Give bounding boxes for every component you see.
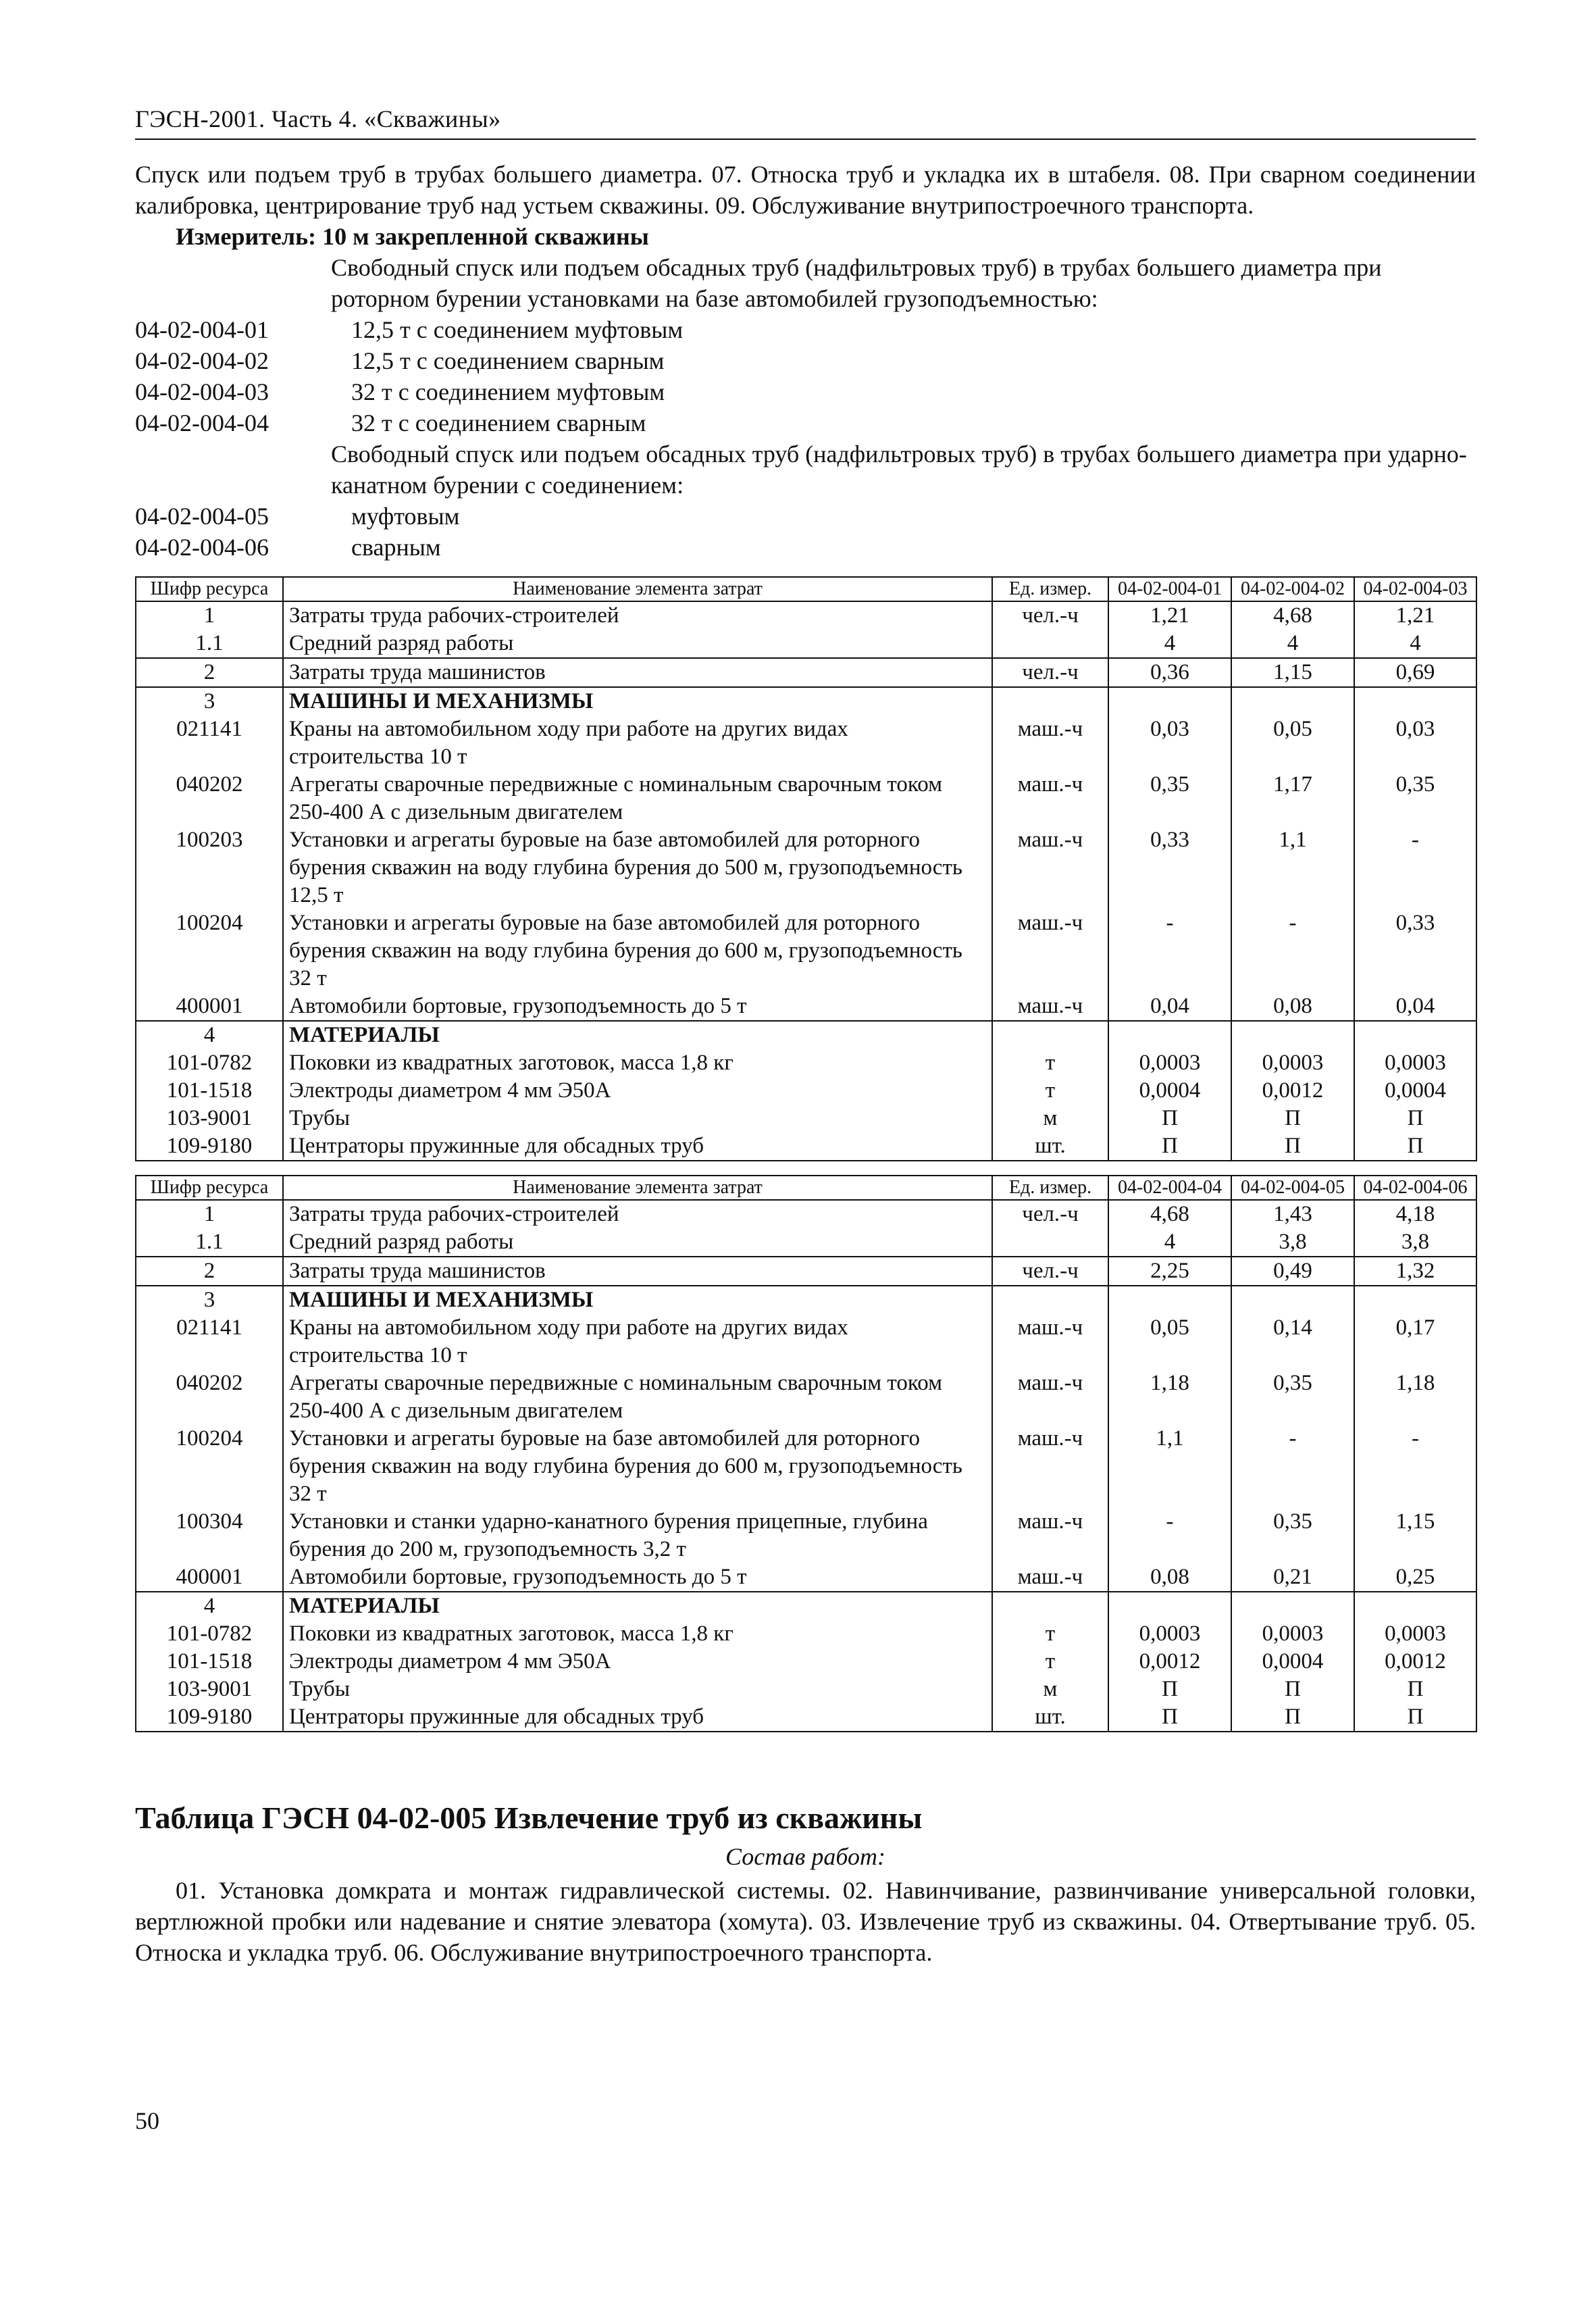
cell-cipher: 1.1 xyxy=(136,630,283,658)
table-row xyxy=(136,1105,1476,1132)
cell-unit: м xyxy=(992,1676,1108,1703)
cell-value: - xyxy=(1231,909,1354,992)
code-row xyxy=(135,314,1476,345)
cell-unit: шт. xyxy=(992,1132,1108,1161)
cell-value xyxy=(1354,687,1476,715)
cell-name: Установки и агрегаты буровые на базе автомобилей для роторного бурения скважин на воду глубина бурения до 500 м, грузоподъемность 12,5 т xyxy=(283,826,992,909)
cell-name: МАШИНЫ И МЕХАНИЗМЫ xyxy=(283,687,992,715)
cell-name: МАТЕРИАЛЫ xyxy=(283,1021,992,1049)
cell-value xyxy=(1108,1286,1231,1314)
cell-value: 4,68 xyxy=(1108,1200,1231,1228)
cell-value: 1,15 xyxy=(1231,658,1354,687)
cell-value: - xyxy=(1108,909,1231,992)
cell-cipher: 1 xyxy=(136,1200,283,1228)
code-number: 04-02-004-03 xyxy=(135,378,269,405)
cell-value: 2,25 xyxy=(1108,1257,1231,1286)
cell-unit: чел.-ч xyxy=(992,1200,1108,1228)
cell-value: П xyxy=(1231,1132,1354,1161)
cell-unit: м xyxy=(992,1105,1108,1132)
cell-cipher: 400001 xyxy=(136,992,283,1021)
section-text: 01. Установка домкрата и монтаж гидравлической системы. 02. Навинчивание, развинчивание универсальной головки, вертлюжной пробки или надевание и снятие элеватора (хомута). 03. Извлечение труб из скважины. 04. Отвертывание труб. 05. Относка и укладка труб. 06. Обслуживание внутрипостроечного транспорта. xyxy=(135,1877,1476,1966)
cell-unit xyxy=(992,1592,1108,1620)
cell-value: 1,21 xyxy=(1354,601,1476,630)
cell-unit: маш.-ч xyxy=(992,826,1108,909)
cell-name: Автомобили бортовые, грузоподъемность до 5 т xyxy=(283,1563,992,1592)
cell-value xyxy=(1108,687,1231,715)
table-row xyxy=(136,1200,1476,1228)
code-row xyxy=(135,407,1476,438)
cell-name: Установки и агрегаты буровые на базе автомобилей для роторного бурения скважин на воду глубина бурения до 600 м, грузоподъемность 32 т xyxy=(283,909,992,992)
cell-value: 0,0003 xyxy=(1108,1620,1231,1648)
table-row xyxy=(136,630,1476,658)
section-title: Таблица ГЭСН 04-02-005 Извлечение труб из скважины xyxy=(135,1801,923,1835)
table-row xyxy=(136,1257,1476,1286)
header-name: Наименование элемента затрат xyxy=(283,577,992,601)
cell-value: 0,36 xyxy=(1108,658,1231,687)
cell-value: - xyxy=(1231,1425,1354,1508)
cell-cipher: 100204 xyxy=(136,909,283,992)
cell-value: 1,17 xyxy=(1231,771,1354,826)
cell-value: 0,0004 xyxy=(1231,1648,1354,1676)
cell-name: Краны на автомобильном ходу при работе на других видах строительства 10 т xyxy=(283,1314,992,1369)
cell-unit: маш.-ч xyxy=(992,909,1108,992)
cell-cipher: 1 xyxy=(136,601,283,630)
cell-value: - xyxy=(1354,1425,1476,1508)
codes-group-heading: Свободный спуск или подъем обсадных труб (надфильтровых труб) в трубах большего диаметра при роторном бурении установками на базе автомобилей грузоподъемностью: xyxy=(331,254,1382,312)
cell-cipher: 101-1518 xyxy=(136,1077,283,1105)
cell-value: 0,35 xyxy=(1231,1369,1354,1425)
cell-name: Трубы xyxy=(283,1105,992,1132)
cell-cipher: 100304 xyxy=(136,1508,283,1563)
cell-cipher: 3 xyxy=(136,687,283,715)
table-row xyxy=(136,601,1476,630)
resource-table-1 xyxy=(135,576,1477,1161)
cell-value: 4 xyxy=(1108,630,1231,658)
header-name: Наименование элемента затрат xyxy=(283,1176,992,1200)
cell-name: Установки и станки ударно-канатного бурения прицепные, глубина бурения до 200 м, грузоподъемность 3,2 т xyxy=(283,1508,992,1563)
header-cipher: Шифр ресурса xyxy=(136,577,283,601)
cell-unit: маш.-ч xyxy=(992,1508,1108,1563)
cell-name: Электроды диаметром 4 мм Э50А xyxy=(283,1077,992,1105)
cell-value: 1,18 xyxy=(1354,1369,1476,1425)
cell-value: 0,35 xyxy=(1108,771,1231,826)
cell-value xyxy=(1231,1592,1354,1620)
cell-unit xyxy=(992,1021,1108,1049)
cell-cipher: 2 xyxy=(136,1257,283,1286)
cell-cipher: 040202 xyxy=(136,771,283,826)
cell-value: 4 xyxy=(1108,1228,1231,1257)
cell-name: Поковки из квадратных заготовок, масса 1,8 кг xyxy=(283,1620,992,1648)
cell-value: 0,33 xyxy=(1354,909,1476,992)
code-row xyxy=(135,345,1476,376)
code-row xyxy=(135,501,1476,532)
table-row xyxy=(136,771,1476,826)
cell-cipher: 100204 xyxy=(136,1425,283,1508)
codes-list xyxy=(135,252,1476,563)
code-description: 32 т с соединением муфтовым xyxy=(351,378,665,405)
cell-value: 0,05 xyxy=(1231,715,1354,771)
cell-name: Агрегаты сварочные передвижные с номинальным сварочным током 250-400 А с дизельным двигателем xyxy=(283,1369,992,1425)
cell-unit: маш.-ч xyxy=(992,992,1108,1021)
meter-line: Измеритель: 10 м закрепленной скважины xyxy=(176,223,649,250)
cell-unit: маш.-ч xyxy=(992,1314,1108,1369)
cell-value xyxy=(1231,1021,1354,1049)
table-row xyxy=(136,1676,1476,1703)
cell-value: П xyxy=(1354,1132,1476,1161)
cell-value: 1,32 xyxy=(1354,1257,1476,1286)
cell-value: 3,8 xyxy=(1231,1228,1354,1257)
cell-value: 1,18 xyxy=(1108,1369,1231,1425)
cell-name: Установки и агрегаты буровые на базе автомобилей для роторного бурения скважин на воду глубина бурения до 600 м, грузоподъемность 32 т xyxy=(283,1425,992,1508)
header-cipher: Шифр ресурса xyxy=(136,1176,283,1200)
cell-unit: маш.-ч xyxy=(992,1563,1108,1592)
cell-name: Центраторы пружинные для обсадных труб xyxy=(283,1703,992,1732)
table-row xyxy=(136,1563,1476,1592)
cell-name: Агрегаты сварочные передвижные с номинальным сварочным током 250-400 А с дизельным двигателем xyxy=(283,771,992,826)
table-row xyxy=(136,826,1476,909)
code-number: 04-02-004-01 xyxy=(135,316,269,343)
cell-name: Средний разряд работы xyxy=(283,1228,992,1257)
cell-value: 0,04 xyxy=(1354,992,1476,1021)
cell-cipher: 4 xyxy=(136,1592,283,1620)
cell-cipher: 040202 xyxy=(136,1369,283,1425)
table-row xyxy=(136,1369,1476,1425)
cell-cipher: 103-9001 xyxy=(136,1676,283,1703)
table-row xyxy=(136,1228,1476,1257)
cell-value: П xyxy=(1108,1132,1231,1161)
cell-value: 0,35 xyxy=(1354,771,1476,826)
cell-value: 1,1 xyxy=(1108,1425,1231,1508)
cell-name: МАШИНЫ И МЕХАНИЗМЫ xyxy=(283,1286,992,1314)
cell-unit: маш.-ч xyxy=(992,715,1108,771)
cell-value: 0,05 xyxy=(1108,1314,1231,1369)
table-row xyxy=(136,1620,1476,1648)
cell-cipher: 101-1518 xyxy=(136,1648,283,1676)
cell-value: 3,8 xyxy=(1354,1228,1476,1257)
cell-cipher: 103-9001 xyxy=(136,1105,283,1132)
header-code-col: 04-02-004-03 xyxy=(1354,577,1476,601)
cell-value: П xyxy=(1354,1703,1476,1732)
document-page xyxy=(135,105,1476,1968)
header-code-col: 04-02-004-04 xyxy=(1108,1176,1231,1200)
cell-value: 1,1 xyxy=(1231,826,1354,909)
table-row xyxy=(136,1286,1476,1314)
code-description: 12,5 т с соединением сварным xyxy=(351,347,665,374)
intro-paragraph: Спуск или подъем труб в трубах большего диаметра. 07. Относка труб и укладка их в штабеля. 08. При сварном соединении калибровка, центрирование труб над устьем скважины. 09. Обслуживание внутрипостроечного транспорта. xyxy=(135,161,1476,219)
header-code-col: 04-02-004-06 xyxy=(1354,1176,1476,1200)
code-row xyxy=(135,376,1476,407)
cell-value: 0,14 xyxy=(1231,1314,1354,1369)
cell-value: 4 xyxy=(1231,630,1354,658)
code-description: сварным xyxy=(351,534,441,561)
cell-name: Затраты труда машинистов xyxy=(283,1257,992,1286)
cell-cipher: 109-9180 xyxy=(136,1132,283,1161)
cell-name: Центраторы пружинные для обсадных труб xyxy=(283,1132,992,1161)
cell-unit: т xyxy=(992,1049,1108,1077)
cell-value xyxy=(1231,687,1354,715)
cell-name: МАТЕРИАЛЫ xyxy=(283,1592,992,1620)
cell-name: Электроды диаметром 4 мм Э50А xyxy=(283,1648,992,1676)
cell-value: 0,03 xyxy=(1354,715,1476,771)
cell-value: 0,0012 xyxy=(1354,1648,1476,1676)
table-row xyxy=(136,1314,1476,1369)
cell-value: П xyxy=(1108,1703,1231,1732)
cell-value: П xyxy=(1231,1676,1354,1703)
cell-cipher: 101-0782 xyxy=(136,1620,283,1648)
page-number: 50 xyxy=(135,2107,159,2134)
cell-cipher: 4 xyxy=(136,1021,283,1049)
cell-value xyxy=(1231,1286,1354,1314)
running-header: ГЭСН-2001. Часть 4. «Скважины» xyxy=(135,105,1476,140)
resource-table-2 xyxy=(135,1175,1477,1732)
cell-value: 0,49 xyxy=(1231,1257,1354,1286)
cell-unit xyxy=(992,1228,1108,1257)
cell-name: Затраты труда машинистов xyxy=(283,658,992,687)
cell-name: Затраты труда рабочих-строителей xyxy=(283,1200,992,1228)
cell-cipher: 100203 xyxy=(136,826,283,909)
cell-name: Поковки из квадратных заготовок, масса 1,8 кг xyxy=(283,1049,992,1077)
cell-value: 0,0012 xyxy=(1108,1648,1231,1676)
code-description: 12,5 т с соединением муфтовым xyxy=(351,316,684,343)
code-number: 04-02-004-02 xyxy=(135,347,269,374)
header-code-col: 04-02-004-02 xyxy=(1231,577,1354,601)
cell-value xyxy=(1354,1592,1476,1620)
cell-unit: маш.-ч xyxy=(992,1425,1108,1508)
cell-value: 0,69 xyxy=(1354,658,1476,687)
code-number: 04-02-004-05 xyxy=(135,503,269,530)
cell-unit: маш.-ч xyxy=(992,771,1108,826)
header-unit: Ед. измер. xyxy=(992,1176,1108,1200)
cell-value: П xyxy=(1108,1105,1231,1132)
cell-value: П xyxy=(1354,1676,1476,1703)
cell-value: - xyxy=(1354,826,1476,909)
table-row xyxy=(136,1508,1476,1563)
cell-value: 4,68 xyxy=(1231,601,1354,630)
cell-value: 0,25 xyxy=(1354,1563,1476,1592)
cell-value xyxy=(1354,1021,1476,1049)
cell-cipher: 3 xyxy=(136,1286,283,1314)
cell-cipher: 109-9180 xyxy=(136,1703,283,1732)
table-row xyxy=(136,658,1476,687)
cell-cipher: 021141 xyxy=(136,1314,283,1369)
cell-value: 0,0003 xyxy=(1231,1620,1354,1648)
cell-value: 4 xyxy=(1354,630,1476,658)
table-row xyxy=(136,715,1476,771)
cell-unit xyxy=(992,1286,1108,1314)
code-description: муфтовым xyxy=(351,503,460,530)
cell-value: 0,0004 xyxy=(1108,1077,1231,1105)
cell-unit: чел.-ч xyxy=(992,601,1108,630)
cell-unit: чел.-ч xyxy=(992,1257,1108,1286)
code-number: 04-02-004-04 xyxy=(135,409,269,436)
cell-value: 0,35 xyxy=(1231,1508,1354,1563)
cell-cipher: 2 xyxy=(136,658,283,687)
table-row xyxy=(136,1592,1476,1620)
cell-value: 0,0003 xyxy=(1108,1049,1231,1077)
cell-name: Средний разряд работы xyxy=(283,630,992,658)
cell-name: Краны на автомобильном ходу при работе на других видах строительства 10 т xyxy=(283,715,992,771)
cell-value: 4,18 xyxy=(1354,1200,1476,1228)
cell-value: 1,15 xyxy=(1354,1508,1476,1563)
cell-value: 1,21 xyxy=(1108,601,1231,630)
cell-unit: т xyxy=(992,1620,1108,1648)
cell-value: 0,17 xyxy=(1354,1314,1476,1369)
cell-value xyxy=(1108,1021,1231,1049)
cell-name: Трубы xyxy=(283,1676,992,1703)
codes-group-heading: Свободный спуск или подъем обсадных труб (надфильтровых труб) в трубах большего диаметра при ударно-канатном бурении с соединением: xyxy=(331,441,1467,499)
cell-unit xyxy=(992,630,1108,658)
header-code-col: 04-02-004-05 xyxy=(1231,1176,1354,1200)
cell-value: 0,0003 xyxy=(1231,1049,1354,1077)
cell-unit: чел.-ч xyxy=(992,658,1108,687)
cell-cipher: 101-0782 xyxy=(136,1049,283,1077)
code-number: 04-02-004-06 xyxy=(135,534,269,561)
cell-value: 0,0004 xyxy=(1354,1077,1476,1105)
cell-cipher: 400001 xyxy=(136,1563,283,1592)
cell-value: П xyxy=(1231,1105,1354,1132)
cell-unit: маш.-ч xyxy=(992,1369,1108,1425)
cell-value: 0,21 xyxy=(1231,1563,1354,1592)
section-subtitle: Состав работ: xyxy=(725,1843,885,1870)
cell-value: П xyxy=(1354,1105,1476,1132)
table-row xyxy=(136,1132,1476,1161)
table-row xyxy=(136,909,1476,992)
cell-value: 0,0003 xyxy=(1354,1620,1476,1648)
cell-name: Затраты труда рабочих-строителей xyxy=(283,601,992,630)
cell-unit xyxy=(992,687,1108,715)
cell-unit: т xyxy=(992,1077,1108,1105)
cell-value: П xyxy=(1231,1703,1354,1732)
header-code-col: 04-02-004-01 xyxy=(1108,577,1231,601)
table-row xyxy=(136,992,1476,1021)
table-row xyxy=(136,1049,1476,1077)
header-unit: Ед. измер. xyxy=(992,577,1108,601)
cell-value: - xyxy=(1108,1508,1231,1563)
table-row xyxy=(136,1648,1476,1676)
cell-cipher: 021141 xyxy=(136,715,283,771)
table-row xyxy=(136,1703,1476,1732)
code-description: 32 т с соединением сварным xyxy=(351,409,646,436)
cell-value: 1,43 xyxy=(1231,1200,1354,1228)
cell-value: 0,08 xyxy=(1108,1563,1231,1592)
cell-value: 0,03 xyxy=(1108,715,1231,771)
cell-value: 0,33 xyxy=(1108,826,1231,909)
cell-unit: шт. xyxy=(992,1703,1108,1732)
table-row xyxy=(136,1425,1476,1508)
cell-value xyxy=(1108,1592,1231,1620)
cell-cipher: 1.1 xyxy=(136,1228,283,1257)
cell-value xyxy=(1354,1286,1476,1314)
cell-unit: т xyxy=(992,1648,1108,1676)
cell-value: 0,08 xyxy=(1231,992,1354,1021)
cell-value: 0,04 xyxy=(1108,992,1231,1021)
table-row xyxy=(136,687,1476,715)
cell-value: 0,0012 xyxy=(1231,1077,1354,1105)
table-row xyxy=(136,1021,1476,1049)
cell-value: 0,0003 xyxy=(1354,1049,1476,1077)
cell-value: П xyxy=(1108,1676,1231,1703)
cell-name: Автомобили бортовые, грузоподъемность до 5 т xyxy=(283,992,992,1021)
table-row xyxy=(136,1077,1476,1105)
code-row xyxy=(135,532,1476,563)
